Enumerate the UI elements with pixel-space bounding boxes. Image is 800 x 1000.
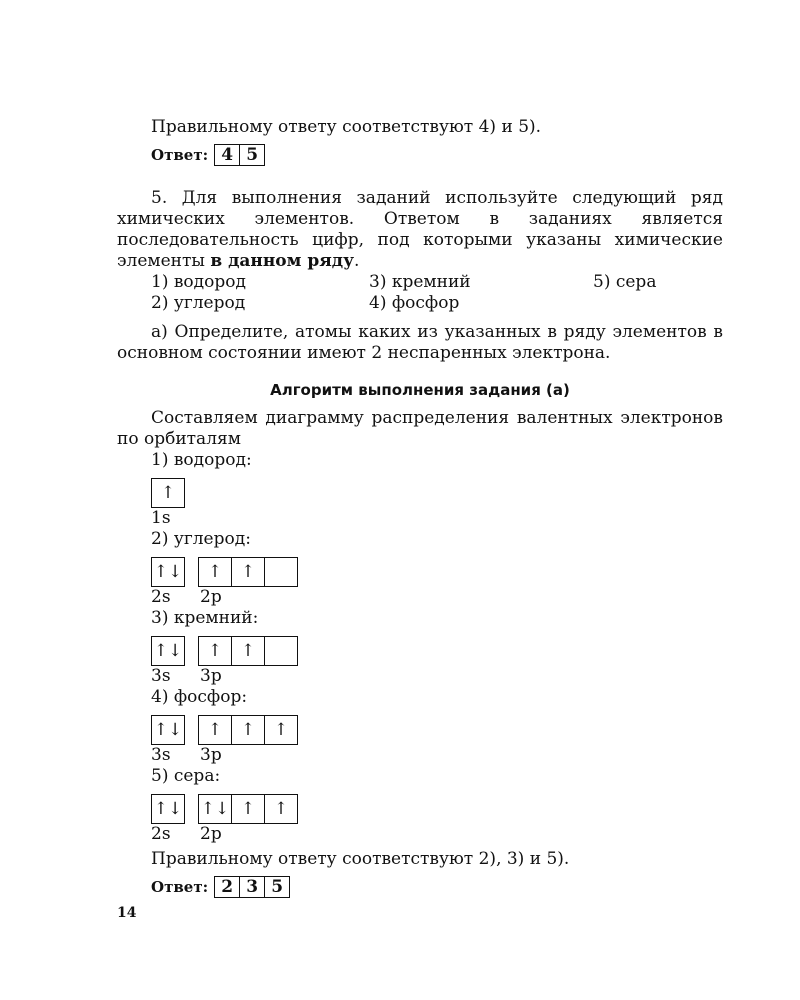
orbital-cell: ↑	[231, 637, 264, 665]
orbital-group	[151, 478, 185, 508]
orbital-cell: ↑	[207, 562, 223, 582]
orbital-cell: ↑	[264, 716, 297, 744]
task-intro-bold: в данном ряду	[210, 251, 354, 271]
algorithm-intro-line: Составляем диаграмму распределения валентных электронов по орбиталям	[117, 408, 723, 449]
element-item: 4) фосфор	[369, 293, 460, 313]
orbital-diagrams	[117, 450, 723, 845]
orbital-cell: ↑↓	[153, 641, 183, 661]
orbital-cell: ↑↓	[153, 720, 183, 740]
orbital-label: 3s	[151, 745, 171, 765]
orbital-cell: ↑↓	[153, 562, 183, 582]
orbital-cell: ↑	[207, 720, 223, 740]
orbital-row	[151, 557, 723, 587]
task-intro	[117, 188, 723, 272]
orbital-group	[198, 557, 298, 587]
answer-digit: 5	[239, 145, 264, 165]
orbital-cell	[264, 637, 297, 665]
element-list	[151, 272, 723, 314]
orbital-group	[151, 794, 185, 824]
answer-label: Ответ:	[151, 877, 209, 896]
orbital-group	[198, 715, 298, 745]
orbital-label: 2s	[151, 587, 171, 607]
orbital-row	[151, 715, 723, 745]
element-item: 2) углерод	[151, 293, 246, 313]
element-title: 5) сера:	[151, 766, 221, 786]
element-title: 1) водород:	[151, 450, 252, 470]
orbital-cell: ↑	[231, 558, 264, 586]
orbital-labels	[151, 508, 723, 529]
orbital-cell: ↑	[231, 795, 264, 823]
orbital-labels	[151, 745, 723, 766]
orbital-label: 1s	[151, 508, 171, 528]
answer-digit: 2	[221, 877, 234, 897]
answer-digit: 3	[239, 877, 264, 897]
task-intro-end: .	[354, 251, 360, 271]
top-answer-line: Правильному ответу соответствуют 4) и 5).	[151, 117, 542, 137]
element-title: 2) углерод:	[151, 529, 251, 549]
answer-label: Ответ:	[151, 145, 209, 164]
answer-box	[214, 144, 265, 166]
algorithm-answer	[151, 876, 723, 898]
orbital-row	[151, 636, 723, 666]
page-number: 14	[117, 905, 137, 921]
element-item: 3) кремний	[369, 272, 471, 292]
orbital-row	[151, 794, 723, 824]
orbital-label: 2p	[200, 587, 222, 607]
orbital-label: 3p	[200, 666, 222, 686]
orbital-cell: ↑↓	[153, 799, 183, 819]
orbital-group	[198, 794, 298, 824]
orbital-labels	[151, 824, 723, 845]
orbital-cell: ↑	[160, 483, 176, 503]
orbital-cell: ↑	[264, 795, 297, 823]
orbital-group	[151, 715, 185, 745]
orbital-group	[151, 636, 185, 666]
element-item: 5) сера	[593, 272, 657, 292]
orbital-cell: ↑↓	[200, 799, 230, 819]
answer-digit: 5	[264, 877, 289, 897]
answer-digit: 4	[221, 145, 234, 165]
element-title: 3) кремний:	[151, 608, 259, 628]
element-title: 4) фосфор:	[151, 687, 248, 707]
task-intro-text: 5. Для выполнения заданий используйте следующий ряд химических элементов. Ответом в заданиях является последовательность цифр, под которыми указаны химические элементы	[117, 188, 723, 271]
orbital-group	[151, 557, 185, 587]
orbital-cell: ↑	[207, 641, 223, 661]
element-item: 1) водород	[151, 272, 246, 292]
orbital-label: 3p	[200, 745, 222, 765]
orbital-label: 2p	[200, 824, 222, 844]
orbital-row	[151, 478, 723, 508]
orbital-labels	[151, 666, 723, 687]
orbital-label: 2s	[151, 824, 171, 844]
orbital-labels	[151, 587, 723, 608]
orbital-cell: ↑	[231, 716, 264, 744]
task-question: а) Определите, атомы каких из указанных в ряду элементов в основном состоянии имеют 2 неспаренных электрона.	[117, 322, 723, 363]
algorithm-heading: Алгоритм выполнения задания (а)	[270, 381, 570, 399]
orbital-cell	[264, 558, 297, 586]
page-content	[117, 117, 723, 898]
algorithm-result: Правильному ответу соответствуют 2), 3) и 5).	[151, 849, 570, 869]
answer-box	[214, 876, 290, 898]
orbital-label: 3s	[151, 666, 171, 686]
top-answer	[151, 144, 723, 166]
orbital-group	[198, 636, 298, 666]
